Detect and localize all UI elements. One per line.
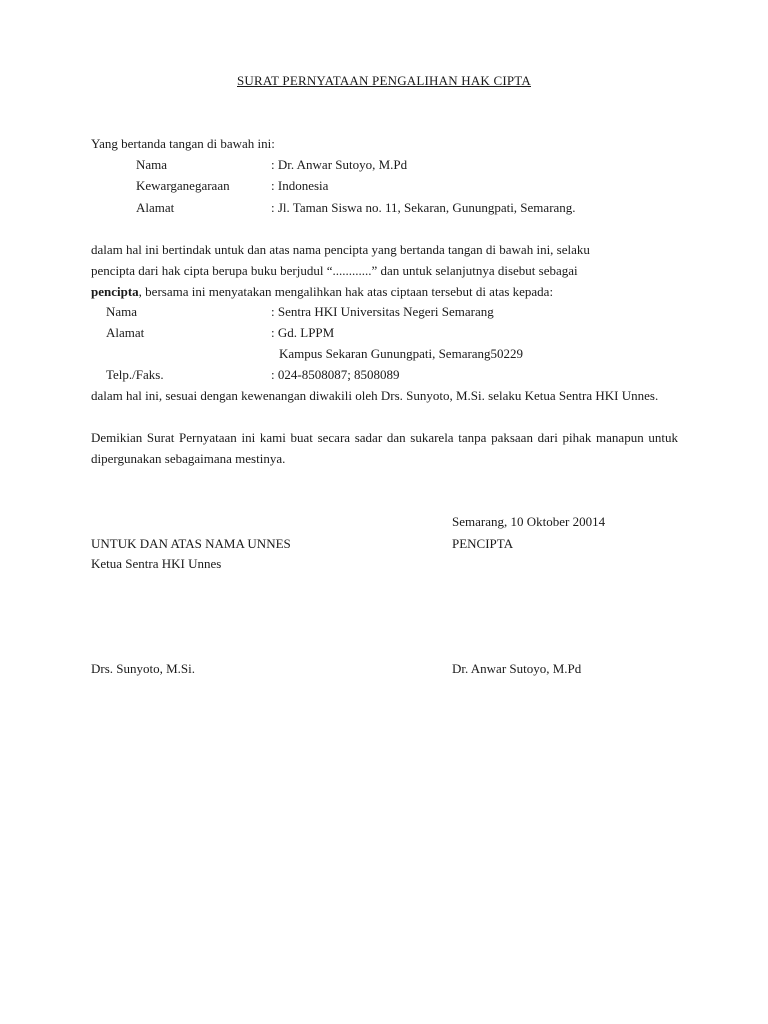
- recipient-address-value-1: : Gd. LPPM: [271, 325, 335, 340]
- creator-citizenship-value: : Indonesia: [271, 178, 329, 193]
- bold-pencipta: pencipta: [91, 284, 139, 299]
- creator-citizenship-label: Kewarganegaraan: [136, 178, 230, 193]
- recipient-address-value-2: Kampus Sekaran Gunungpati, Semarang50229: [279, 346, 524, 361]
- body-line-3: [91, 284, 553, 300]
- body-line-1: dalam hal ini bertindak untuk dan atas nama pencipta yang bertanda tangan di bawah ini, selaku: [91, 242, 590, 257]
- left-signatory-heading: UNTUK DAN ATAS NAMA UNNES: [91, 536, 291, 551]
- creator-name-value: : Dr. Anwar Sutoyo, M.Pd: [271, 157, 408, 172]
- recipient-name-value: : Sentra HKI Universitas Negeri Semarang: [271, 304, 494, 319]
- recipient-phone-label: Telp./Faks.: [106, 367, 164, 382]
- recipient-phone-value: : 024-8508087; 8508089: [271, 367, 400, 382]
- creator-address-value: : Jl. Taman Siswa no. 11, Sekaran, Gunungpati, Semarang.: [271, 200, 576, 215]
- closing-paragraph-2: Demikian Surat Pernyataan ini kami buat secara sadar dan sukarela tanpa paksaan dari pihak manapun untuk dipergunakan sebagaimana mestinya.: [91, 430, 678, 466]
- right-signatory-heading: PENCIPTA: [452, 536, 514, 551]
- recipient-name-label: Nama: [106, 304, 138, 319]
- intro-text: Yang bertanda tangan di bawah ini:: [91, 136, 275, 151]
- creator-name-label: Nama: [136, 157, 168, 172]
- closing-paragraph-1: dalam hal ini, sesuai dengan kewenangan diwakili oleh Drs. Sunyoto, M.Si. selaku Ketua Sentra HKI Unnes.: [91, 388, 659, 403]
- left-signatory-name: Drs. Sunyoto, M.Si.: [91, 661, 196, 676]
- right-signatory-name: Dr. Anwar Sutoyo, M.Pd: [452, 661, 582, 676]
- place-date: Semarang, 10 Oktober 20014: [452, 514, 606, 529]
- recipient-address-label: Alamat: [106, 325, 145, 340]
- creator-address-label: Alamat: [136, 200, 175, 215]
- body-line-2: pencipta dari hak cipta berupa buku berjudul “............” dan untuk selanjutnya disebut sebagai: [91, 263, 578, 278]
- left-signatory-role: Ketua Sentra HKI Unnes: [91, 556, 222, 571]
- document-title: SURAT PERNYATAAN PENGALIHAN HAK CIPTA: [237, 73, 531, 88]
- body-line-3-rest: , bersama ini menyatakan mengalihkan hak atas ciptaan tersebut di atas kepada:: [138, 284, 554, 299]
